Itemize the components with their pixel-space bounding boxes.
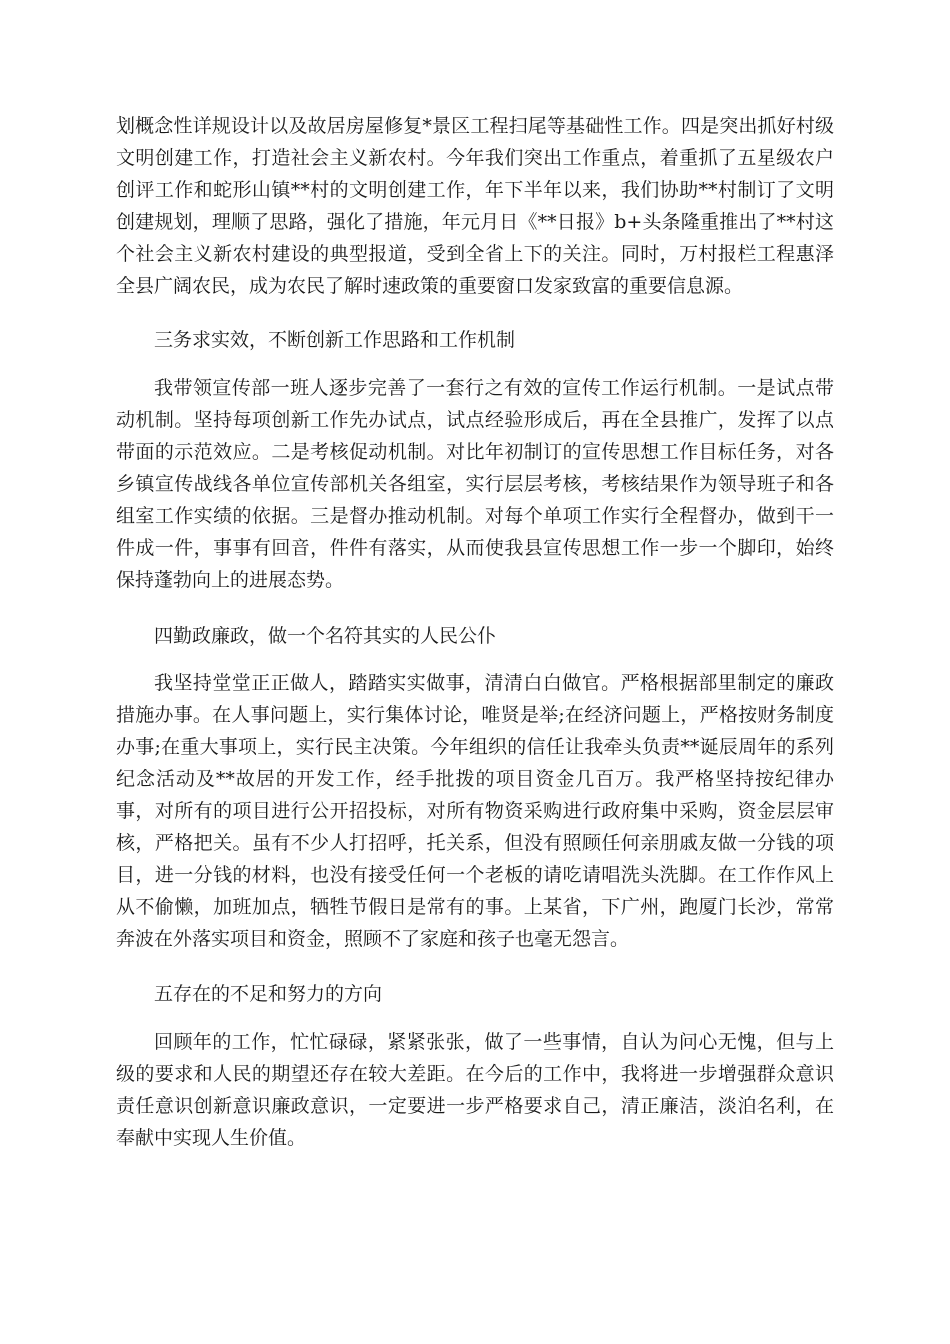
text-line: 核，严格把关。虽有不少人打招呼，托关系，但没有照顾任何亲朋戚友做一分钱的项 xyxy=(116,832,834,854)
text-line: 全县广阔农民，成为农民了解时速政策的重要窗口发家致富的重要信息源。 xyxy=(116,275,744,297)
text-line: 件成一件，事事有回音，件件有落实，从而使我县宣传思想工作一步一个脚印，始终 xyxy=(116,537,834,559)
paragraph-work-continuation xyxy=(116,110,834,302)
section-heading-4: 四勤政廉政，做一个名符其实的人民公仆 xyxy=(154,625,497,647)
text-line: 措施办事。在人事问题上，实行集体讨论，唯贤是举;在经济问题上，严格按财务制度 xyxy=(116,704,834,726)
paragraph-mechanism xyxy=(116,372,834,596)
text-line: 划概念性详规设计以及故居房屋修复*景区工程扫尾等基础性工作。四是突出抓好村级 xyxy=(116,115,834,137)
text-line: 纪念活动及**故居的开发工作，经手批拨的项目资金几百万。我严格坚持按纪律办 xyxy=(116,768,834,790)
text-line: 创评工作和蛇形山镇**村的文明创建工作，年下半年以来，我们协助**村制订了文明 xyxy=(116,179,834,201)
section-heading-5: 五存在的不足和努力的方向 xyxy=(154,983,383,1005)
text-line: 责任意识创新意识廉政意识，一定要进一步严格要求自己，清正廉洁，淡泊名利，在 xyxy=(116,1095,834,1117)
paragraph-shortcomings xyxy=(116,1026,834,1154)
text-line: 办事;在重大事项上，实行民主决策。今年组织的信任让我牵头负责**诞辰周年的系列 xyxy=(116,736,834,758)
section-heading-3: 三务求实效，不断创新工作思路和工作机制 xyxy=(154,329,516,351)
text-line: 保持蓬勃向上的进展态势。 xyxy=(116,569,345,591)
text-line: 动机制。坚持每项创新工作先办试点，试点经验形成后，再在全县推广，发挥了以点 xyxy=(116,409,834,431)
text-line: 级的要求和人民的期望还存在较大差距。在今后的工作中，我将进一步增强群众意识 xyxy=(116,1063,834,1085)
text-line: 奉献中实现人生价值。 xyxy=(116,1127,307,1149)
text-line: 组室工作实绩的依据。三是督办推动机制。对每个单项工作实行全程督办，做到干一 xyxy=(116,505,834,527)
text-line: 乡镇宣传战线各单位宣传部机关各组室，实行层层考核，考核结果作为领导班子和各 xyxy=(116,473,834,495)
text-line: 我坚持堂堂正正做人，踏踏实实做事，清清白白做官。严格根据部里制定的廉政 xyxy=(154,672,834,694)
text-line: 目，进一分钱的材料，也没有接受任何一个老板的请吃请唱洗头洗脚。在工作作风上 xyxy=(116,864,834,886)
text-line: 我带领宣传部一班人逐步完善了一套行之有效的宣传工作运行机制。一是试点带 xyxy=(154,377,834,399)
text-line: 回顾年的工作，忙忙碌碌，紧紧张张，做了一些事情，自认为问心无愧，但与上 xyxy=(154,1031,834,1053)
text-line: 事，对所有的项目进行公开招投标，对所有物资采购进行政府集中采购，资金层层审 xyxy=(116,800,834,822)
paragraph-integrity xyxy=(116,667,834,955)
text-line: 创建规划，理顺了思路，强化了措施，年元月日《**日报》b+头条隆重推出了**村这 xyxy=(116,211,834,233)
text-line: 带面的示范效应。二是考核促动机制。对比年初制订的宣传思想工作目标任务，对各 xyxy=(116,441,834,463)
text-line: 文明创建工作，打造社会主义新农村。今年我们突出工作重点，着重抓了五星级农户 xyxy=(116,147,834,169)
text-line: 从不偷懒，加班加点，牺牲节假日是常有的事。上某省，下广州，跑厦门长沙，常常 xyxy=(116,896,834,918)
text-line: 个社会主义新农村建设的典型报道，受到全省上下的关注。同时，万村报栏工程惠泽 xyxy=(116,243,834,265)
text-line: 奔波在外落实项目和资金，照顾不了家庭和孩子也毫无怨言。 xyxy=(116,928,630,950)
